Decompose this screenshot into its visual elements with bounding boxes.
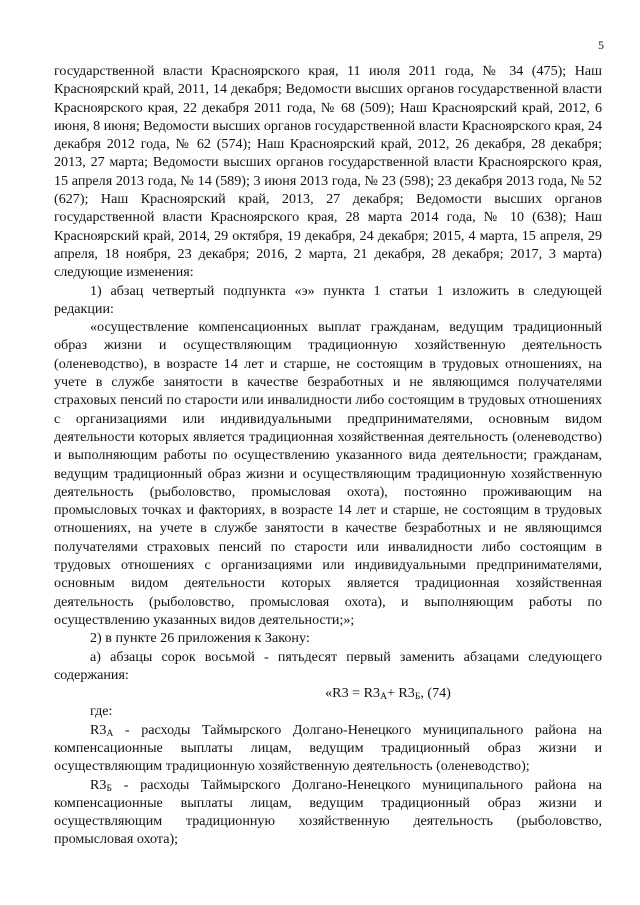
formula-sub-a: А xyxy=(380,692,387,703)
paragraph-item-1: 1) абзац четвертый подпункта «э» пункта 1 статьи 1 изложить в следующей редакции: xyxy=(54,282,602,317)
formula-open: «R3 = R3 xyxy=(325,685,381,702)
paragraph-where: где: xyxy=(90,703,113,720)
paragraph-item-2: 2) в пункте 26 приложения к Закону: xyxy=(90,630,310,647)
document-body xyxy=(54,62,602,849)
formula-plus: + R3 xyxy=(386,685,415,702)
paragraph-item-a: а) абзацы сорок восьмой - пятьдесят первый заменить абзацами следующего содержания: xyxy=(54,648,602,683)
paragraph-r3b-definition xyxy=(54,776,602,849)
paragraph-r3a-definition xyxy=(54,721,602,776)
paragraph-new-wording: «осуществление компенсационных выплат гражданам, ведущим традиционный образ жизни и осуществляющим традиционную хозяйственную деятельность (оленеводство), в возрасте 14 лет и старше, не состоящим в трудовых отношениях, на учете в службе занятости в качестве безработных и не являющимся получателями страховых пенсий по старости или инвалидности либо состоящим в трудовых отношениях с организациями или индивидуальными предпринимателями, основным видом деятельности которых является традиционная хозяйственная деятельность (оленеводство) и выполняющим работы по осуществлению указанного вида деятельности; гражданам, ведущим традиционный образ жизни и осуществляющим традиционную хозяйственную деятельность (рыболовство, промысловая охота), постоянно проживающим на промысловых точках и факториях, в возрасте 14 лет и старше, не состоящим в трудовых отношениях, на учете в службе занятости в качестве безработных и не являющимся получателями страховых пенсий по старости или инвалидности либо состоящим в трудовых отношениях с организациями или индивидуальными предпринимателями, основным видом деятельности которых является традиционная хозяйственная деятельность (рыболовство, промысловая охота), и выполняющим работы по осуществлению указанных видов деятельности;»; xyxy=(54,319,602,628)
term-r3a-sub: А xyxy=(106,728,114,739)
formula-74 xyxy=(54,684,602,702)
r3b-text: - расходы Таймырского Долгано-Ненецкого муниципального района на компенсационные выплаты лицам, ведущим традиционный образ жизни и осуществляющим традиционную хозяйственную деятельность (рыболовство, промысловая охота); xyxy=(54,776,602,848)
page-number: 5 xyxy=(598,38,604,52)
term-r3b-sub: Б xyxy=(106,783,112,794)
formula-tail: , (74) xyxy=(420,685,451,702)
r3a-text: - расходы Таймырского Долгано-Ненецкого муниципального района на компенсационные выплаты лицам, ведущим традиционный образ жизни и осуществляющим традиционную хозяйственную деятельность (оленеводство); xyxy=(54,721,602,775)
paragraph-sources: государственной власти Красноярского края, 11 июля 2011 года, № 34 (475); Наш Красноярский край, 2011, 14 декабря; Ведомости высших органов государственной власти Красноярского края, 22 декабря 2011 года, № 68 (509); Наш Красноярский край, 2012, 6 июня, 8 июня; Ведомости высших органов государственной власти Красноярского края, 24 декабря 2012 года, № 62 (574); Наш Красноярский край, 2012, 26 декабря, 28 декабря; 2013, 27 марта; Ведомости высших органов государственной власти Красноярского края, 15 апреля 2013 года, № 14 (589); 3 июня 2013 года, № 23 (598); 23 декабря 2013 года, № 52 (627); Наш Красноярский край, 2013, 27 декабря; Ведомости высших органов государственной власти Красноярского края, 28 марта 2014 года, № 10 (638); Наш Красноярский край, 2014, 29 октября, 19 декабря, 24 декабря; 2015, 4 марта, 15 апреля, 29 апреля, 18 ноября, 23 декабря; 2016, 2 марта, 21 декабря, 28 декабря; 2017, 3 марта) следующие изменения: xyxy=(54,63,602,281)
formula-sub-b: Б xyxy=(414,692,421,703)
term-r3a: R3 xyxy=(90,721,107,738)
term-r3b: R3 xyxy=(90,776,107,793)
